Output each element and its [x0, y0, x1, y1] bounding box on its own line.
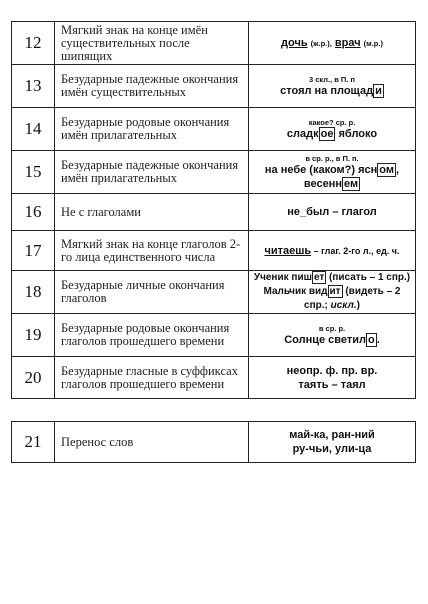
example-text: стоял на площад: [280, 84, 374, 97]
rule-topic: Безударные гласные в суффиксах глаголов прошедшего времени: [55, 357, 249, 399]
table-row: [12, 422, 416, 463]
example-text: яблоко: [335, 127, 378, 140]
example-line: май-ка, ран-ний: [289, 429, 375, 441]
example-word: дочь: [281, 37, 308, 49]
ending-box: ом: [379, 163, 395, 176]
table-row: [12, 65, 416, 108]
rule-example: [249, 314, 416, 357]
grammar-note: в ср. р., в П. п.: [305, 153, 359, 163]
example-word: врач: [334, 37, 361, 49]
example-text: ): [356, 300, 360, 311]
rule-example: [249, 22, 416, 65]
table-row: [12, 194, 416, 231]
example-text: искл.: [330, 300, 357, 311]
example-text: .: [376, 333, 380, 346]
row-number: 13: [12, 65, 55, 108]
rule-topic: Перенос слов: [55, 422, 249, 463]
grammar-note: 3 скл., в П. п: [308, 74, 356, 84]
rule-example: [249, 271, 416, 314]
row-number: 19: [12, 314, 55, 357]
table-row: [12, 151, 416, 194]
example-text: (видеть – 2 спр.;: [304, 286, 401, 311]
grammar-note: в ср. р.: [318, 323, 346, 333]
row-number: 21: [12, 422, 55, 463]
rule-example: не_был – глагол: [249, 194, 416, 231]
row-number: 12: [12, 22, 55, 65]
example-line: таять – таял: [298, 378, 366, 391]
row-number: 18: [12, 271, 55, 314]
rules-table: [11, 21, 416, 399]
rule-topic: Мягкий знак на конце глаголов 2-го лица единственного числа: [55, 231, 249, 271]
example-word: читаешь: [264, 244, 312, 257]
grammar-note: – глаг. 2-го л., ед. ч.: [311, 245, 400, 256]
table-row: [12, 231, 416, 271]
rule-topic: Безударные родовые окончания имён прилагательных: [55, 108, 249, 151]
rules-table-extra: [11, 421, 416, 463]
table-row: [12, 357, 416, 399]
row-number: 15: [12, 151, 55, 194]
ending-box: ит: [329, 286, 341, 297]
grammar-note: какое? ср. р.: [308, 117, 356, 127]
example-text: сладк: [286, 127, 319, 140]
rule-example: [249, 108, 416, 151]
gender-note: (ж.р.),: [310, 39, 332, 48]
rule-topic: Безударные родовые окончания глаголов прошедшего времени: [55, 314, 249, 357]
ending-box: и: [375, 84, 382, 97]
rule-topic: Безударные личные окончания глаголов: [55, 271, 249, 314]
table-row: [12, 108, 416, 151]
row-number: 17: [12, 231, 55, 271]
example-text: Мальчик вид: [263, 286, 328, 297]
row-number: 20: [12, 357, 55, 399]
example-line: [252, 271, 412, 285]
rule-topic: Безударные падежные окончания имён существительных: [55, 65, 249, 108]
table-row: [12, 314, 416, 357]
example-line: неопр. ф. пр. вр.: [286, 364, 378, 377]
example-line: [252, 285, 412, 313]
ending-box: ет: [313, 272, 325, 283]
rule-example: [249, 422, 416, 463]
example-text: Солнце светил: [284, 333, 366, 346]
row-number: 14: [12, 108, 55, 151]
table-row: [12, 271, 416, 314]
rule-example: [249, 357, 416, 399]
table-row: [12, 22, 416, 65]
rule-topic: Мягкий знак на конце имён существительных после шипящих: [55, 22, 249, 65]
example-text: Ученик пиш: [253, 272, 312, 283]
example-text: на небе (каком?) ясн: [264, 163, 378, 176]
rule-example: [249, 65, 416, 108]
ending-box: о: [368, 333, 375, 346]
example-text: , весенн: [303, 163, 400, 190]
rule-topic: Безударные падежные окончания имён прилагательных: [55, 151, 249, 194]
rule-example: [249, 231, 416, 271]
ending-box: ем: [344, 177, 359, 190]
example-line: ру-чьи, ули-ца: [292, 443, 372, 455]
rule-example: [249, 151, 416, 194]
rule-topic: Не с глаголами: [55, 194, 249, 231]
ending-box: ое: [320, 127, 334, 140]
example-text: (писать – 1 спр.): [326, 272, 411, 283]
row-number: 16: [12, 194, 55, 231]
gender-note: (м.р.): [363, 39, 383, 48]
